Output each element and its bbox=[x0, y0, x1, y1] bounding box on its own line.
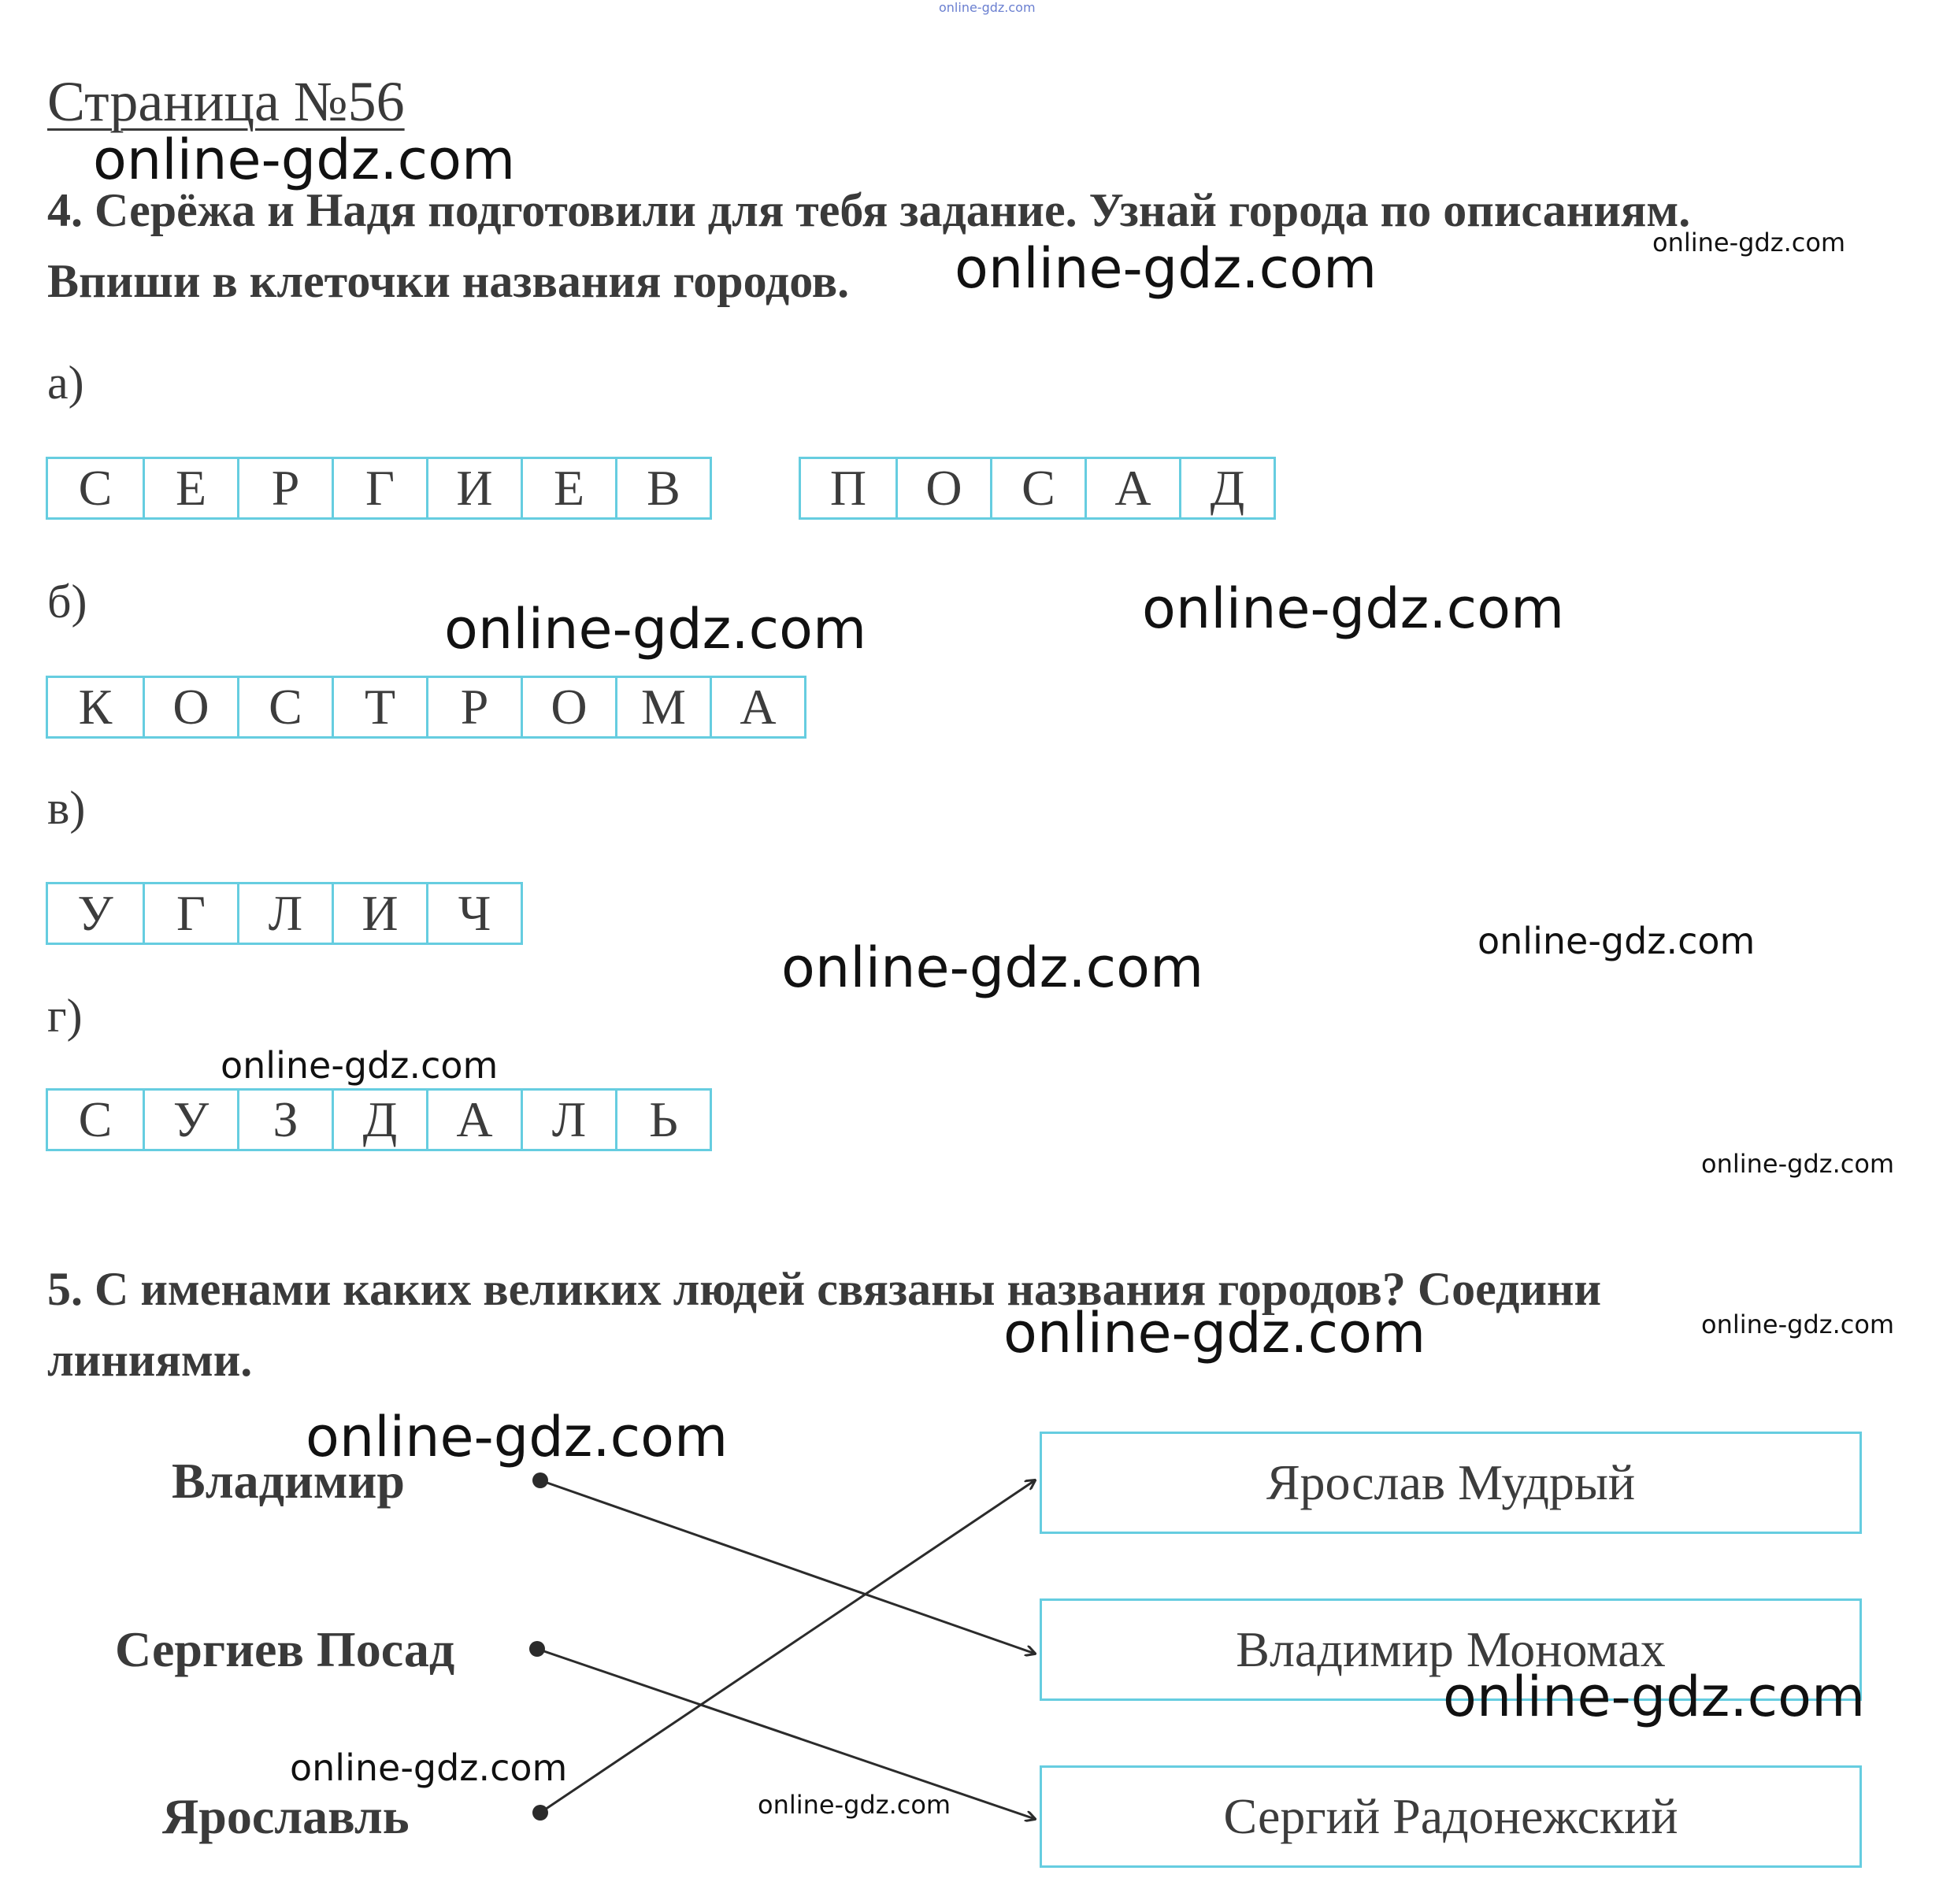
letter-cell: У bbox=[143, 1091, 237, 1149]
letter-cell: Д bbox=[1179, 459, 1274, 517]
page-title: Страница №56 bbox=[47, 70, 405, 133]
letter-cell: С bbox=[78, 460, 113, 516]
city-yaroslavl: Ярославль bbox=[162, 1788, 410, 1844]
letter-cell: И bbox=[332, 884, 426, 943]
watermark: online-gdz.com bbox=[1478, 920, 1756, 962]
city-vladimir: Владимир bbox=[172, 1453, 405, 1509]
letter-cell: К bbox=[78, 679, 113, 735]
letter-cell: Д bbox=[332, 1091, 426, 1149]
letter-cell: Р bbox=[426, 678, 521, 736]
dot-yaroslavl bbox=[532, 1805, 548, 1821]
letter-cell: О bbox=[143, 678, 237, 736]
part-v-label: в) bbox=[47, 782, 86, 834]
letter-cell: Ь bbox=[615, 1091, 710, 1149]
watermark: online-gdz.com bbox=[1443, 1665, 1866, 1729]
letter-cell: А bbox=[426, 1091, 521, 1149]
letter-cell: Р bbox=[237, 459, 332, 517]
letter-cell: О bbox=[521, 678, 615, 736]
task4-text-line2: Впиши в клеточки названия городов. bbox=[47, 255, 850, 307]
task4-text-line1: 4. Серёжа и Надя подготовили для тебя задание. Узнай города по описаниям. bbox=[47, 184, 1691, 236]
part-g-label: г) bbox=[47, 990, 83, 1042]
person-box-sergiy-radonezhsky: Сергий Радонежский bbox=[1040, 1765, 1862, 1868]
watermark-top: online-gdz.com bbox=[939, 0, 1036, 15]
watermark: online-gdz.com bbox=[781, 935, 1204, 1000]
watermark: online-gdz.com bbox=[1142, 576, 1565, 641]
letter-cell: Г bbox=[332, 459, 426, 517]
watermark: online-gdz.com bbox=[93, 128, 516, 192]
watermark: online-gdz.com bbox=[1003, 1301, 1426, 1365]
person-box-yaroslav-mudry: Ярослав Мудрый bbox=[1040, 1432, 1862, 1534]
letter-cell: А bbox=[710, 678, 804, 736]
part-a-label: а) bbox=[47, 357, 84, 409]
letter-cell: Ч bbox=[426, 884, 521, 943]
letter-cell: А bbox=[1085, 459, 1179, 517]
watermark: online-gdz.com bbox=[955, 236, 1377, 301]
watermark: online-gdz.com bbox=[290, 1747, 568, 1789]
letter-cell: Е bbox=[143, 459, 237, 517]
watermark: online-gdz.com bbox=[306, 1405, 729, 1469]
watermark: online-gdz.com bbox=[758, 1790, 951, 1820]
watermark: online-gdz.com bbox=[1652, 228, 1846, 257]
city-sergiev-posad: Сергиев Посад bbox=[115, 1621, 455, 1677]
letter-cell: Л bbox=[237, 884, 332, 943]
part-b-label: б) bbox=[47, 576, 87, 628]
watermark: online-gdz.com bbox=[444, 597, 867, 661]
letter-cell: И bbox=[426, 459, 521, 517]
letter-cell: Л bbox=[521, 1091, 615, 1149]
letter-cell: Г bbox=[143, 884, 237, 943]
letter-cell: З bbox=[237, 1091, 332, 1149]
letter-cell: С bbox=[237, 678, 332, 736]
task5-text-line2: линиями. bbox=[47, 1334, 253, 1386]
watermark: online-gdz.com bbox=[1701, 1309, 1895, 1339]
task5-text-line1: 5. С именами каких великих людей связаны названия городов? Соедини bbox=[47, 1263, 1602, 1315]
watermark: online-gdz.com bbox=[1701, 1149, 1895, 1179]
letter-cell: М bbox=[615, 678, 710, 736]
dot-sergiev-posad bbox=[529, 1641, 545, 1657]
dot-vladimir bbox=[532, 1472, 548, 1488]
watermark: online-gdz.com bbox=[221, 1044, 499, 1087]
person-box-vladimir-monomakh: Владимир Мономах bbox=[1040, 1598, 1862, 1701]
letter-cell: Е bbox=[521, 459, 615, 517]
letter-cell: С bbox=[990, 459, 1085, 517]
letter-cell: Т bbox=[332, 678, 426, 736]
letter-cell: О bbox=[895, 459, 990, 517]
letter-cell: С bbox=[78, 1091, 113, 1147]
connection-line-yaroslavl bbox=[540, 1480, 1035, 1813]
connection-line-vladimir bbox=[540, 1480, 1035, 1654]
letter-cell: У bbox=[77, 885, 113, 941]
letter-cell: П bbox=[829, 460, 867, 516]
letter-cell: В bbox=[615, 459, 710, 517]
